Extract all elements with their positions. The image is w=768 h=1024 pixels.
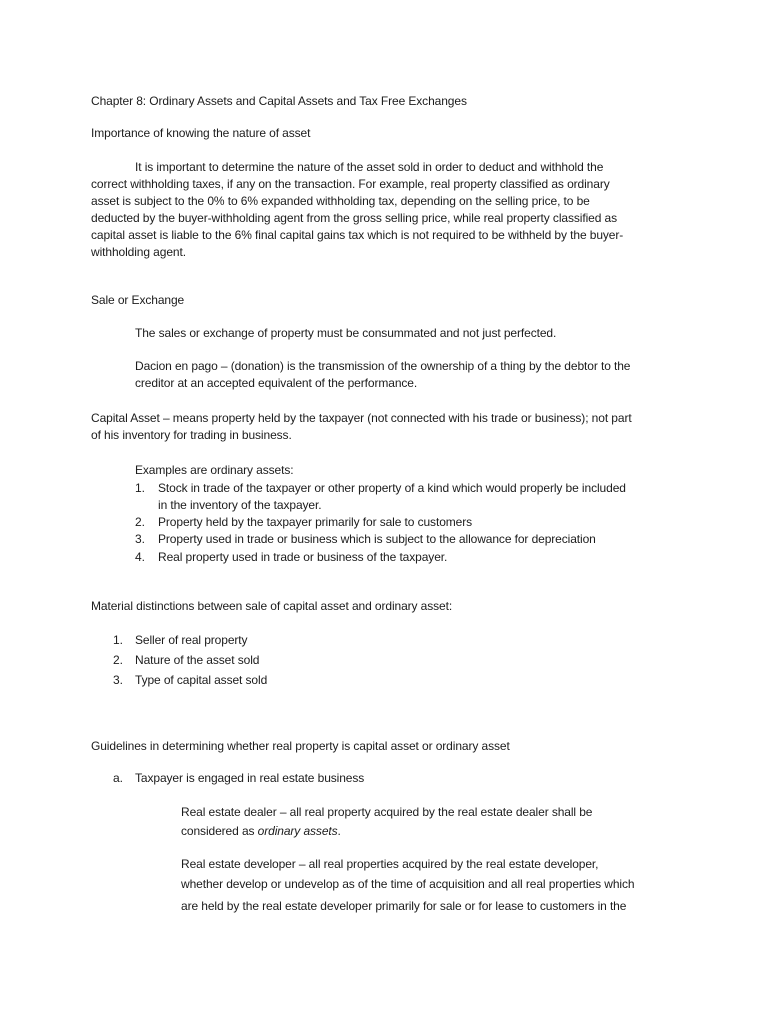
distinction-list-number: 3. — [113, 673, 123, 687]
example-list-number: 1. — [135, 481, 145, 495]
capital-asset-definition-line: Capital Asset – means property held by the taxpayer (not connected with his trade or business); not part — [91, 411, 632, 425]
dacion-en-pago-line: creditor at an accepted equivalent of the performance. — [135, 376, 418, 390]
examples-intro: Examples are ordinary assets: — [135, 463, 294, 477]
guidelines-heading: Guidelines in determining whether real property is capital asset or ordinary asset — [91, 739, 510, 753]
importance-paragraph-line: It is important to determine the nature of the asset sold in order to deduct and withhold the — [135, 160, 604, 174]
real-estate-dealer-line — [181, 823, 341, 839]
distinction-list-text: Seller of real property — [135, 633, 248, 647]
dealer-line-prefix: considered as — [181, 824, 258, 838]
example-list-text: Property held by the taxpayer primarily for sale to customers — [158, 515, 473, 529]
guideline-item-text: Taxpayer is engaged in real estate business — [135, 771, 365, 785]
material-distinctions-heading: Material distinctions between sale of capital asset and ordinary asset: — [91, 599, 453, 613]
example-list-number: 2. — [135, 515, 145, 529]
dacion-en-pago-line: Dacion en pago – (donation) is the transmission of the ownership of a thing by the debtor to the — [135, 359, 631, 373]
importance-paragraph-line: withholding agent. — [91, 245, 186, 259]
guideline-item-letter: a. — [113, 771, 123, 785]
real-estate-developer-line: Real estate developer – all real properties acquired by the real estate developer, — [181, 857, 599, 871]
real-estate-developer-line: whether develop or undevelop as of the time of acquisition and all real properties which — [181, 877, 635, 891]
consummation-sentence: The sales or exchange of property must be consummated and not just perfected. — [135, 326, 557, 340]
distinction-list-number: 2. — [113, 653, 123, 667]
ordinary-assets-emphasis: ordinary assets — [257, 824, 338, 838]
example-list-text: in the inventory of the taxpayer. — [158, 498, 322, 512]
real-estate-developer-line: are held by the real estate developer primarily for sale or for lease to customers in the — [181, 899, 627, 913]
importance-heading: Importance of knowing the nature of asset — [91, 126, 311, 140]
chapter-title: Chapter 8: Ordinary Assets and Capital Assets and Tax Free Exchanges — [91, 94, 467, 108]
real-estate-dealer-line: Real estate dealer – all real property acquired by the real estate dealer shall be — [181, 805, 593, 819]
sale-or-exchange-heading: Sale or Exchange — [91, 293, 185, 307]
example-list-number: 4. — [135, 550, 145, 564]
importance-paragraph-line: correct withholding taxes, if any on the transaction. For example, real property classified as ordinary — [91, 177, 610, 191]
distinction-list-text: Type of capital asset sold — [135, 673, 268, 687]
distinction-list-number: 1. — [113, 633, 123, 647]
importance-paragraph-line: deducted by the buyer-withholding agent from the gross selling price, while real property classified as — [91, 211, 617, 225]
distinction-list-text: Nature of the asset sold — [135, 653, 260, 667]
example-list-number: 3. — [135, 532, 145, 546]
importance-paragraph-line: asset is subject to the 0% to 6% expanded withholding tax, depending on the selling price, to be — [91, 194, 590, 208]
dealer-line-suffix: . — [337, 824, 341, 838]
example-list-text: Property used in trade or business which is subject to the allowance for depreciation — [158, 532, 596, 546]
capital-asset-definition-line: of his inventory for trading in business. — [91, 428, 292, 442]
example-list-text: Stock in trade of the taxpayer or other property of a kind which would properly be included — [158, 481, 626, 495]
example-list-text: Real property used in trade or business of the taxpayer. — [158, 550, 448, 564]
importance-paragraph-line: capital asset is liable to the 6% final capital gains tax which is not required to be withheld by the buyer- — [91, 228, 624, 242]
